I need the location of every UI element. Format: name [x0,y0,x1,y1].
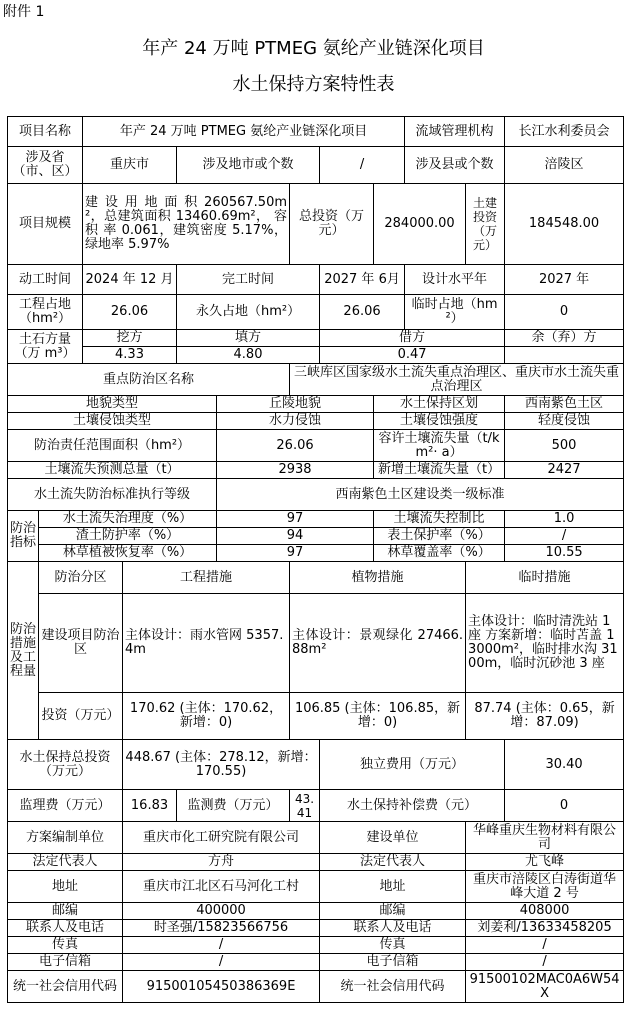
fax-value: / [466,937,624,954]
allow-loss-label: 容许土壤流失量（t/km²· a） [374,430,505,462]
invest-label: 总投资（万元） [290,184,374,265]
zone-row-label: 建设项目防治区 [39,594,123,693]
compensation-fee-value: 0 [505,790,624,822]
city-value: / [320,147,405,184]
civil-label: 土建投资（万元） [466,184,505,265]
contact-label: 联系人及电话 [320,920,466,937]
contact-value: 时圣强/15823566756 [123,920,320,937]
occupy-label: 工程占地（hm²） [8,295,83,330]
monitoring-fee-label: 监测费（万元） [177,790,290,822]
engineering-investment: 170.62 (主体：170.62，新增：0) [123,693,290,740]
temporary-column-header: 临时措施 [466,562,624,594]
legal-rep-value: 方舟 [123,854,320,871]
borrow-label: 借方 [320,330,505,347]
email-value: / [123,954,320,971]
indicator-label: 渣土防护率（%） [39,528,217,545]
indicator-value: 97 [217,511,374,528]
spoil-label: 余（弃）方 [505,330,624,347]
engineering-measures: 主体设计：雨水管网 5357.4m [123,594,290,693]
county-label: 涉及县或个数 [405,147,505,184]
credit-code-value: 91500102MAC0A6W54X [466,971,624,1003]
indicator-value: 1.0 [505,511,624,528]
indicator-value: 97 [217,545,374,562]
address-label: 地址 [320,871,466,903]
email-label: 电子信箱 [320,954,466,971]
address-label: 地址 [8,871,123,903]
builder-unit-value: 华峰重庆生物材料有限公司 [466,822,624,854]
fax-value: / [123,937,320,954]
key-zone-label: 重点防治区名称 [8,364,290,396]
finish-value: 2027 年 6月 [320,265,405,295]
document-subtitle: 水土保持方案特性表 [232,74,395,95]
zip-label: 邮编 [8,903,123,920]
fill-value: 4.80 [177,347,320,364]
characteristics-table [7,116,624,1003]
perm-occupy-label: 永久占地（hm²） [177,295,320,330]
indicator-label: 水土流失治理度（%） [39,511,217,528]
legal-rep-label: 法定代表人 [8,854,123,871]
county-value: 涪陵区 [505,147,624,184]
email-label: 电子信箱 [8,954,123,971]
temp-occupy-value: 0 [505,295,624,330]
civil-value: 184548.00 [505,184,624,265]
key-zone-value: 三峡库区国家级水土流失重点治理区、重庆市水土流失重点治理区 [290,364,624,396]
standard-value: 西南紫色土区建设类一级标准 [217,479,624,511]
builder-unit-label: 建设单位 [320,822,466,854]
allow-loss-value: 500 [505,430,624,462]
spoil-value [505,347,624,364]
basin-label: 流域管理机构 [405,117,505,147]
pred-loss-label: 土壤流失预测总量（t） [8,462,217,479]
zip-label: 邮编 [320,903,466,920]
planting-column-header: 植物措施 [290,562,466,594]
standard-label: 水土流失防治标准执行等级 [8,479,217,511]
start-value: 2024 年 12 月 [83,265,177,295]
investment-row-label: 投资（万元） [39,693,123,740]
total-invest-label: 水土保持总投资（万元） [8,740,123,790]
contact-value: 刘姜利/13633458205 [466,920,624,937]
supervision-fee-value: 16.83 [123,790,177,822]
indicators-label: 防治指标 [8,511,39,562]
design-year-label: 设计水平年 [405,265,505,295]
legal-rep-label: 法定代表人 [320,854,466,871]
landform-value: 丘陵地貌 [217,396,374,413]
erosion-intensity-label: 土壤侵蚀强度 [374,413,505,430]
zip-value: 400000 [123,903,320,920]
indicator-value: / [505,528,624,545]
scale-value: 建 设 用 地 面 积 260567.50m²，总建筑面积 13460.69m²， 容 积 率 0.061，建筑密度 5.17%，绿地率 5.97% [83,184,290,265]
planting-investment: 106.85 (主体：106.85，新增：0) [290,693,466,740]
resp-area-value: 26.06 [217,430,374,462]
supervision-fee-label: 监理费（万元） [8,790,123,822]
zone-column-header: 防治分区 [39,562,123,594]
region-value: 西南紫色土区 [505,396,624,413]
indicator-label: 林草植被恢复率（%） [39,545,217,562]
document-title: 年产 24 万吨 PTMEG 氨纶产业链深化项目 [142,38,485,59]
new-loss-value: 2427 [505,462,624,479]
indicator-label: 表土保护率（%） [374,528,505,545]
earthwork-label: 土石方量（万 m³） [8,330,83,364]
dig-value: 4.33 [83,347,177,364]
temporary-investment: 87.74 (主体：0.65，新增：87.09) [466,693,624,740]
measures-label: 防治措施及工程量 [8,562,39,740]
erosion-intensity-value: 轻度侵蚀 [505,413,624,430]
credit-code-value: 91500105450386369E [123,971,320,1003]
engineering-column-header: 工程措施 [123,562,290,594]
invest-value: 284000.00 [374,184,466,265]
scale-label: 项目规模 [8,184,83,265]
pred-loss-value: 2938 [217,462,374,479]
indicator-label: 林草覆盖率（%） [374,545,505,562]
dig-label: 挖方 [83,330,177,347]
address-value: 重庆市涪陵区白涛街道华峰大道 2 号 [466,871,624,903]
occupy-value: 26.06 [83,295,177,330]
city-label: 涉及地市或个数 [177,147,320,184]
compensation-fee-label: 水土保持补偿费（元） [320,790,505,822]
basin-value: 长江水利委员会 [505,117,624,147]
province-value: 重庆市 [83,147,177,184]
fill-label: 填方 [177,330,320,347]
indicator-value: 94 [217,528,374,545]
planting-measures: 主体设计：景观绿化 27466.88m² [290,594,466,693]
finish-label: 完工时间 [177,265,320,295]
design-year-value: 2027 年 [505,265,624,295]
author-unit-value: 重庆市化工研究院有限公司 [123,822,320,854]
indep-fee-label: 独立费用（万元） [320,740,505,790]
province-label: 涉及省（市、区） [8,147,83,184]
annex-label: 附件 1 [3,4,45,20]
landform-label: 地貌类型 [8,396,217,413]
email-value: / [466,954,624,971]
fax-label: 传真 [8,937,123,954]
region-label: 水土保持区划 [374,396,505,413]
temporary-measures: 主体设计：临时清洗站 1 座 方案新增：临时苫盖 13000m²，临时排水沟 3100m，临时沉砂池 3 座 [466,594,624,693]
borrow-value: 0.47 [320,347,505,364]
zip-value: 408000 [466,903,624,920]
indep-fee-value: 30.40 [505,740,624,790]
new-loss-label: 新增土壤流失量（t） [374,462,505,479]
contact-label: 联系人及电话 [8,920,123,937]
address-value: 重庆市江北区石马河化工村 [123,871,320,903]
credit-code-label: 统一社会信用代码 [8,971,123,1003]
perm-occupy-value: 26.06 [320,295,405,330]
monitoring-fee-value: 43.41 [290,790,320,822]
erosion-type-label: 土壤侵蚀类型 [8,413,217,430]
indicator-label: 土壤流失控制比 [374,511,505,528]
legal-rep-value: 尤飞峰 [466,854,624,871]
erosion-type-value: 水力侵蚀 [217,413,374,430]
indicator-value: 10.55 [505,545,624,562]
start-label: 动工时间 [8,265,83,295]
project-name: 年产 24 万吨 PTMEG 氨纶产业链深化项目 [83,117,405,147]
total-invest-value: 448.67 (主体：278.12，新增：170.55) [123,740,320,790]
credit-code-label: 统一社会信用代码 [320,971,466,1003]
author-unit-label: 方案编制单位 [8,822,123,854]
temp-occupy-label: 临时占地（hm²） [405,295,505,330]
project-name-label: 项目名称 [8,117,83,147]
fax-label: 传真 [320,937,466,954]
resp-area-label: 防治责任范围面积（hm²） [8,430,217,462]
